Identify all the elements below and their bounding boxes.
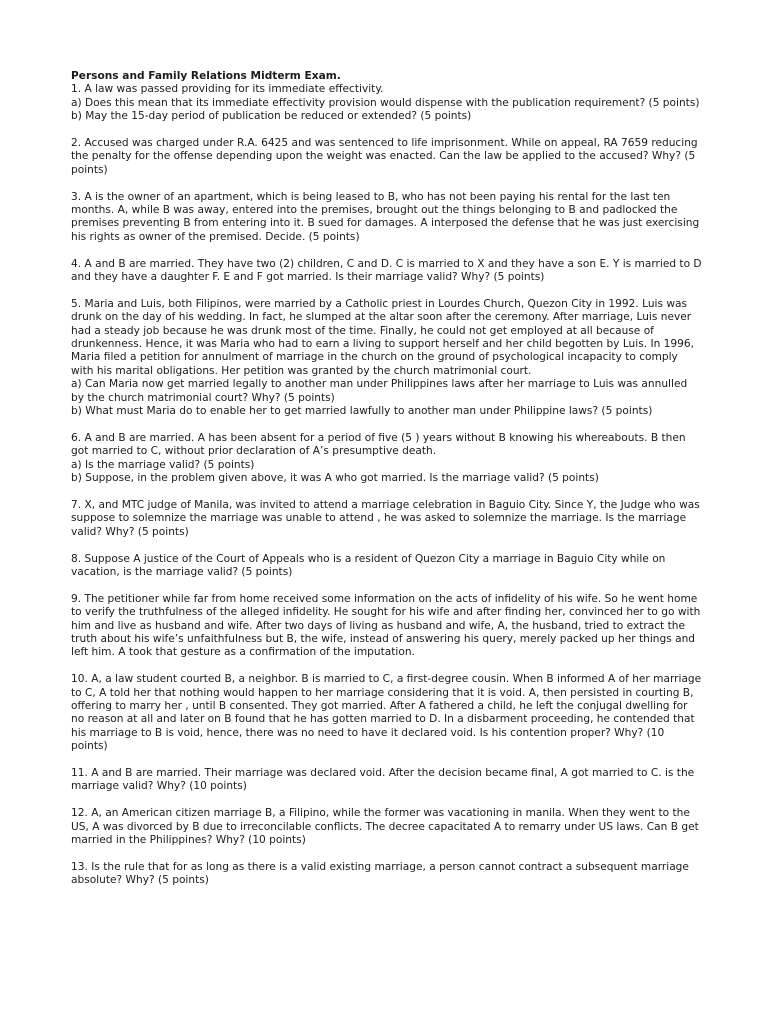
- question-11: [71, 767, 703, 794]
- question-text: 1. A law was passed providing for its immediate effectivity.: [71, 83, 384, 96]
- question-9: [71, 593, 703, 660]
- question-6: [71, 432, 703, 486]
- question-text: 10. A, a law student courted B, a neighbor. B is married to C, a first-degree cousin. When B informed A of her marriage to C, A told her that nothing would happen to her marriage considering that it is void. A, then persisted in courting B, offering to marry her , until B consented. They got married. After A fathered a child, he left the conjugal dwelling for no reason at all and later on B found that he has gotten married to D. In a disbarment proceeding, he contended that his marriage to B is void, hence, there was no need to have it declared void. Is his contention proper? Why? (10 points): [71, 673, 702, 753]
- question-list: [71, 83, 703, 887]
- question-text: 4. A and B are married. They have two (2) children, C and D. C is married to X and they have a son E. Y is married to D and they have a daughter F. E and F got married. Is their marriage valid? Why? (5 points): [71, 257, 702, 284]
- question-1: [71, 83, 703, 123]
- question-text: 9. The petitioner while far from home received some information on the acts of infidelity of his wife. So he went home to verify the truthfulness of the alleged infidelity. He sought for his wife and after finding her, convinced her to go with him and live as husband and wife. After two days of living as husband and wife, A, the husband, tried to extract the truth about his wife’s unfaithfulness but B, the wife, instead of answering his query, merely packed up her things and left him. A took that gesture as a confirmation of the imputation.: [71, 592, 701, 659]
- exam-title: Persons and Family Relations Midterm Exam.: [71, 70, 341, 82]
- question-subpart: a) Can Maria now get married legally to another man under Philippines laws after her marriage to Luis was annulled by the church matrimonial court? Why? (5 points): [71, 378, 688, 404]
- question-text: 2. Accused was charged under R.A. 6425 and was sentenced to life imprisonment. While on appeal, RA 7659 reducing the penalty for the offense depending upon the weight was enacted. Can the law be applied to the accused? Why? (5 points): [71, 137, 698, 176]
- question-3: [71, 191, 703, 245]
- question-text: 5. Maria and Luis, both Filipinos, were married by a Catholic priest in Lourdes Church, Quezon City in 1992. Luis was drunk on the day of his wedding. In fact, he slumped at the altar soon after the ceremony. After marriage, Luis never had a steady job because he was drunk most of the time. Finally, he could not get employed at all because of drunkenness. Hence, it was Maria who had to earn a living to support herself and her child begotten by Luis. In 1996, Maria filed a petition for annulment of marriage in the church on the ground of psychological incapacity to comply with his marital obligations. Her petition was granted by the church matrimonial court.: [71, 297, 694, 377]
- question-text: 7. X, and MTC judge of Manila, was invited to attend a marriage celebration in Baguio City. Since Y, the Judge who was suppose to solemnize the marriage was unable to attend , he was asked to solemnize the marriage. Is the marriage valid? Why? (5 points): [71, 498, 700, 538]
- question-5: [71, 298, 703, 419]
- question-8: [71, 553, 703, 580]
- question-subpart: a) Is the marriage valid? (5 points): [71, 458, 255, 471]
- question-text: 3. A is the owner of an apartment, which is being leased to B, who has not been paying his rental for the last ten months. A, while B was away, entered into the premises, brought out the things belonging to B and padlocked the premises preventing B from entering into it. B sued for damages. A interposed the defense that he was just exercising his rights as owner of the premised. Decide. (5 points): [71, 190, 700, 243]
- question-text: 12. A, an American citizen marriage B, a Filipino, while the former was vacationing in manila. When they went to the US, A was divorced by B due to irreconcilable conflicts. The decree capacitated A to remarry under US laws. Can B get married in the Philippines? Why? (10 points): [71, 807, 699, 846]
- question-7: [71, 499, 703, 539]
- question-subpart: b) What must Maria do to enable her to get married lawfully to another man under Philippine laws? (5 points): [71, 405, 653, 418]
- question-text: 11. A and B are married. Their marriage was declared void. After the decision became final, A got married to C. is the marriage valid? Why? (10 points): [71, 766, 695, 793]
- question-subpart: b) May the 15-day period of publication be reduced or extended? (5 points): [71, 110, 472, 123]
- question-2: [71, 137, 703, 177]
- question-text: 6. A and B are married. A has been absent for a period of five (5 ) years without B knowing his whereabouts. B then got married to C, without prior declaration of A’s presumptive death.: [71, 431, 686, 458]
- question-subpart: b) Suppose, in the problem given above, it was A who got married. Is the marriage valid? (5 points): [71, 472, 599, 485]
- question-text: 13. Is the rule that for as long as there is a valid existing marriage, a person cannot contract a subsequent marriage absolute? Why? (5 points): [71, 860, 689, 887]
- question-10: [71, 673, 703, 753]
- question-13: [71, 861, 703, 888]
- question-12: [71, 807, 703, 847]
- question-4: [71, 258, 703, 285]
- question-subpart: a) Does this mean that its immediate effectivity provision would dispense with the publication requirement? (5 points): [71, 96, 700, 109]
- exam-document: [71, 70, 703, 901]
- question-text: 8. Suppose A justice of the Court of Appeals who is a resident of Quezon City a marriage in Baguio City while on vacation, is the marriage valid? (5 points): [71, 552, 666, 578]
